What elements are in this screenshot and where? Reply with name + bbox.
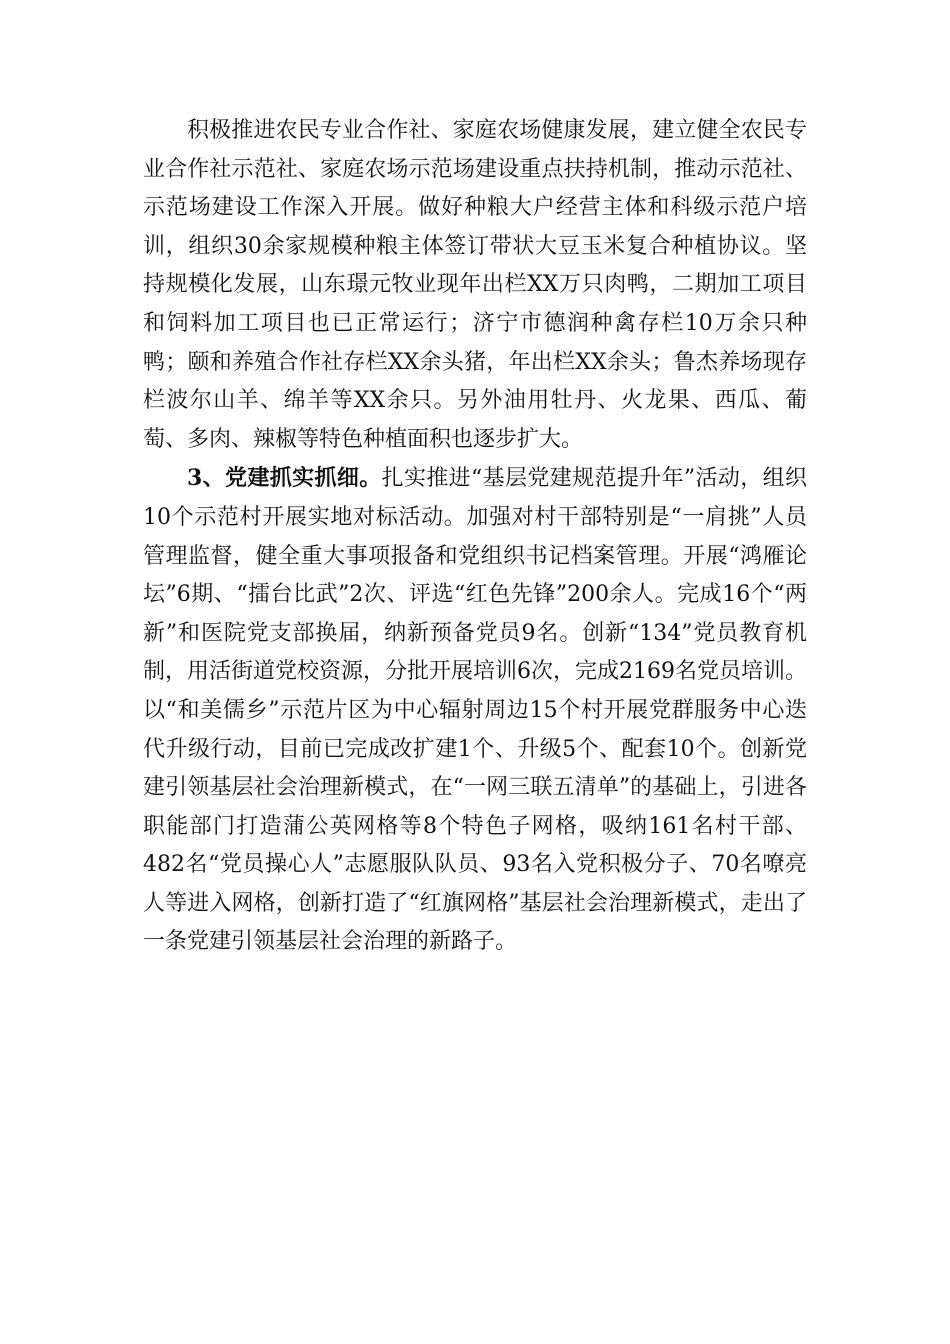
paragraph-party-building xyxy=(143,459,807,962)
paragraph-cooperatives xyxy=(143,112,807,459)
paragraph-text: 扎实推进“基层党建规范提升年”活动，组织10个示范村开展实地对标活动。加强对村干部特别是“一肩挑”人员管理监督，健全重大事项报备和党组织书记档案管理。开展“鸿雁论坛”6期、“擂台比武”2次、评选“红色先锋”200余人。完成16个“两新”和医院党支部换届，纳新预备党员9名。创新“134”党员教育机制，用活街道党校资源，分批开展培训6次，完成2169名党员培训。以“和美儒乡”示范片区为中心辐射周边15个村开展党群服务中心迭代升级行动，目前已完成改扩建1个、升级5个、配套10个。创新党建引领基层社会治理新模式，在“一网三联五清单”的基础上，引进各职能部门打造蒲公英网格等8个特色子网格，吸纳161名村干部、482名“党员操心人”志愿服队队员、93名入党积极分子、70名嘹亮人等进入网格，创新打造了“红旗网格”基层社会治理新模式，走出了一条党建引领基层社会治理的新路子。 xyxy=(143,466,808,955)
document-body xyxy=(143,112,807,962)
paragraph-text: 积极推进农民专业合作社、家庭农场健康发展，建立健全农民专业合作社示范社、家庭农场示范场建设重点扶持机制，推动示范社、示范场建设工作深入开展。做好种粮大户经营主体和科级示范户培训，组织30余家规模种粮主体签订带状大豆玉米复合种植协议。坚持规模化发展，山东璟元牧业现年出栏XX万只肉鸭，二期加工项目和饲料加工项目也已正常运行；济宁市德润种禽存栏10万余只种鸭；颐和养殖合作社存栏XX余头猪，年出栏XX余头；鲁杰养场现存栏波尔山羊、绵羊等XX余只。另外油用牡丹、火龙果、西瓜、葡萄、多肉、辣椒等特色种植面积也逐步扩大。 xyxy=(143,118,807,452)
section-heading: 3、党建抓实抓细。 xyxy=(187,465,382,492)
